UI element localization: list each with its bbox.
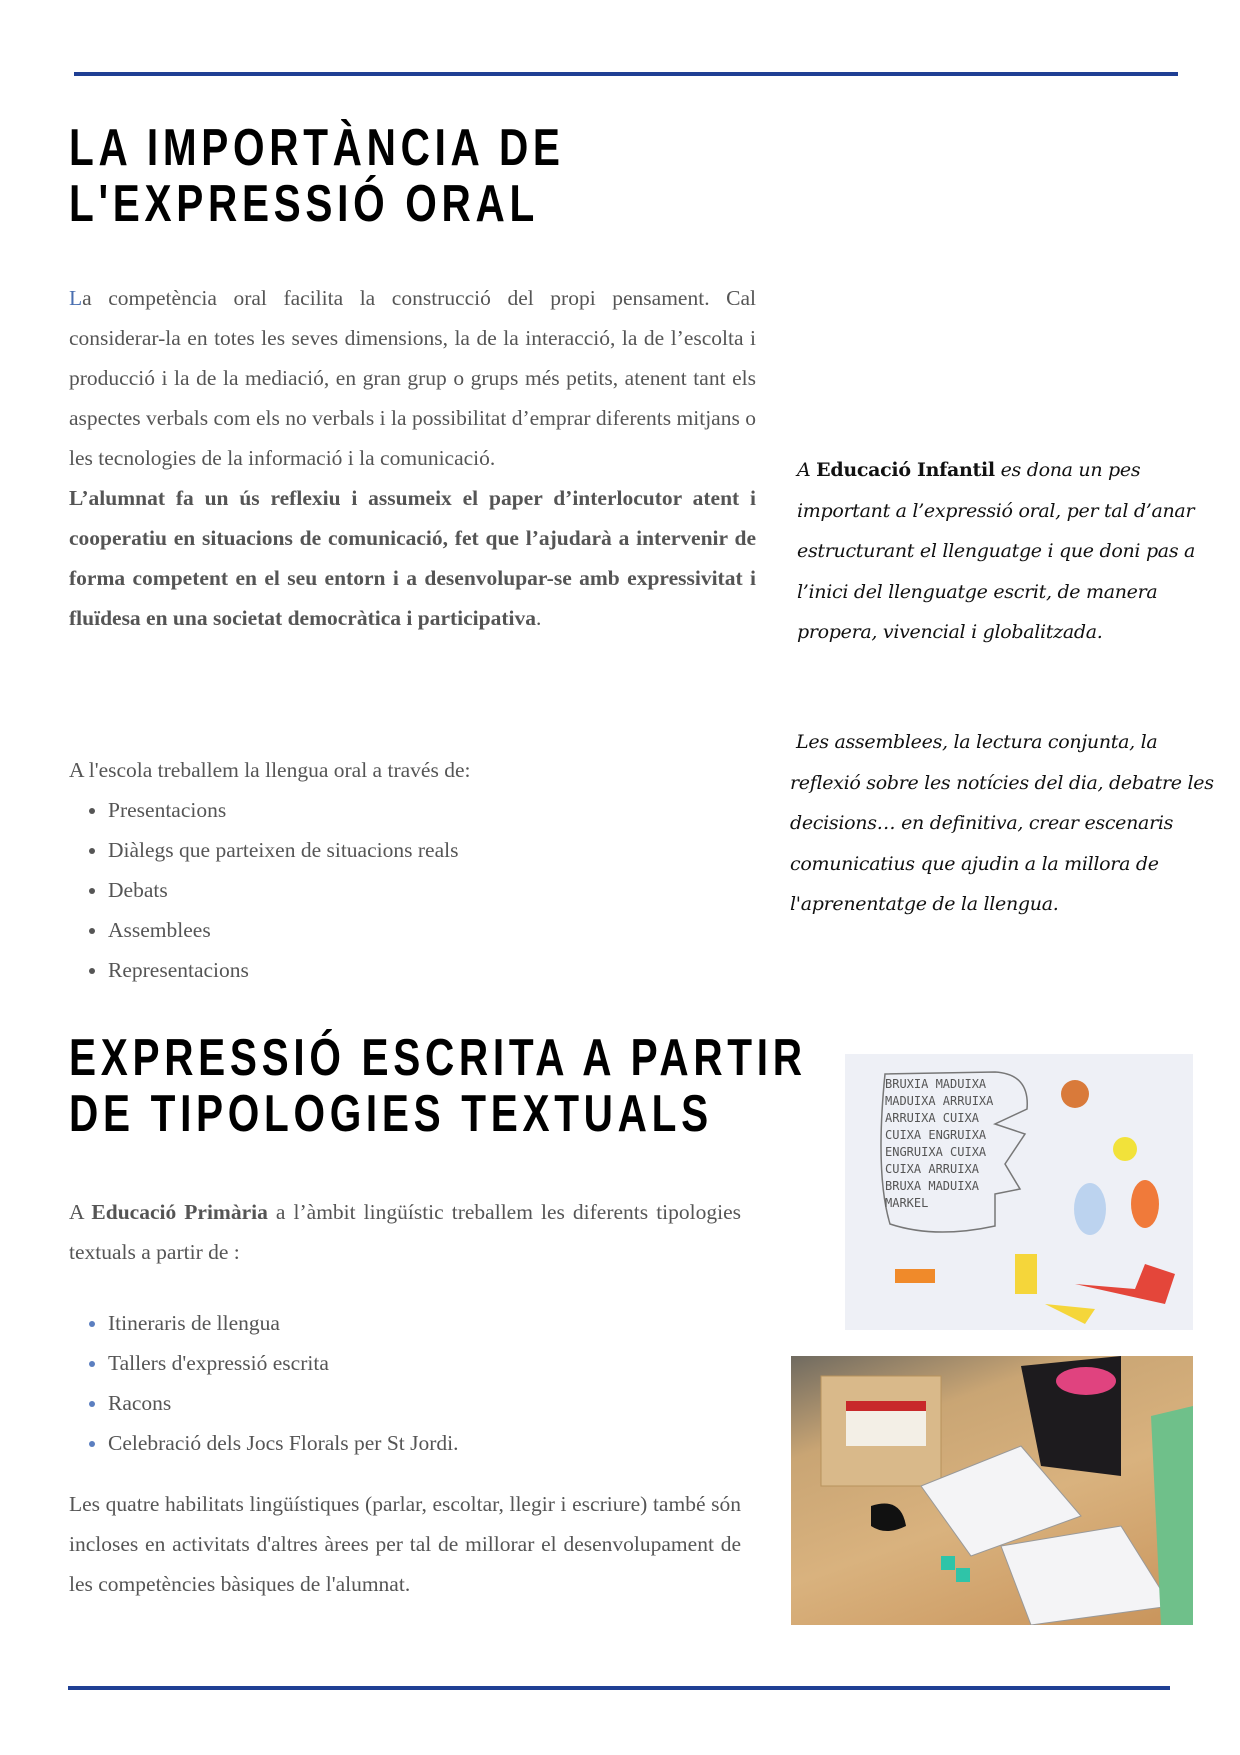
list-item: • Celebració dels Jocs Florals per St Jordi. [108,1423,459,1463]
bottom-rule [68,1686,1170,1690]
oral-activities-list [70,790,458,990]
drawing-text: MARKEL [885,1196,929,1210]
drawing-text: BRUXIA MADUIXA [885,1077,987,1091]
text: A [797,459,817,481]
list-item: • Debats [108,870,458,910]
oral-list-intro: A l'escola treballem la llengua oral a través de: [69,758,471,782]
title-line: L'EXPRESSIÓ ORAL [69,175,539,233]
list-item: • Itineraris de llengua [108,1303,459,1343]
drop-letter: L [69,286,83,310]
list-item: • Presentacions [108,790,458,830]
drawing-text: BRUXA MADUIXA [885,1179,979,1193]
text: A [69,1200,92,1224]
primaria-intro [69,1192,741,1272]
text-line: Les assemblees, la lectura conjunta, la [796,731,1158,753]
section1-title [69,120,565,232]
title-line: DE TIPOLOGIES TEXTUALS [69,1085,713,1143]
text-line: important a l’expressió oral, per tal d’anar [797,499,1195,522]
list-item: • Representacions [108,950,458,990]
list-item: • Tallers d'expressió escrita [108,1343,459,1383]
top-rule [74,72,1178,76]
drawing-text: CUIXA ARRUIXA [885,1162,979,1176]
classroom-photo [791,1356,1193,1625]
drawing-text: ARRUIXA CUIXA [885,1111,979,1125]
assemblees-note [790,722,1214,925]
text-line: l’inici del llenguatge escrit, de manera [797,580,1158,603]
bold-text: Educació Infantil [816,459,995,481]
bold-text: Educació Primària [91,1200,268,1224]
paragraph-end: . [535,606,542,630]
text-line: decisions… en definitiva, crear escenaris [790,812,1174,834]
list-item: • Diàlegs que parteixen de situacions reals [108,830,458,870]
title-line: EXPRESSIÓ ESCRITA A PARTIR [69,1029,807,1087]
text-line: estructurant el llenguatge i que doni pas a [797,540,1196,562]
text: a l’àmbit lingüístic treballem les diferents tipologies textuals a partir de : [69,1200,741,1264]
text-line: propera, vivencial i globalitzada. [797,621,1103,643]
drawing-text: MADUIXA ARRUIXA [885,1094,994,1108]
text-line: reflexió sobre les notícies del dia, debatre les [790,771,1214,794]
writing-activities-list [70,1303,459,1463]
photo-illustration [791,1356,1193,1625]
child-drawing-image [845,1054,1193,1330]
drawing-text: CUIXA ENGRUIXA [885,1128,987,1142]
list-item: • Racons [108,1383,459,1423]
title-line: LA IMPORTÀNCIA DE [69,119,565,177]
infantil-note [797,450,1195,653]
text: es dona un pes [994,459,1141,481]
closing-paragraph: Les quatre habilitats lingüístiques (parlar, escoltar, llegir i escriure) també són incloses en activitats d'altres àrees per tal de millorar el desenvolupament de les competències bàsiques de l'alumnat. [69,1492,741,1596]
oral-intro-paragraph [69,278,756,638]
drawing-text: ENGRUIXA CUIXA [885,1145,987,1159]
section2-title [69,1030,807,1142]
paragraph-text: a competència oral facilita la construcció del propi pensament. Cal considerar-la en totes les seves dimensions, la de la interacció, la de l’escolta i producció i la de la mediació, en gran grup o grups més petits, atenent tant els aspectes verbals com els no verbals i la possibilitat d’emprar diferents mitjans o les tecnologies de la informació i la comunicació. [69,286,756,470]
text-line: l'aprenentatge de la llengua. [790,893,1059,915]
text-line: comunicatius que ajudin a la millora de [790,852,1159,875]
list-item: • Assemblees [108,910,458,950]
bold-paragraph: L’alumnat fa un ús reflexiu i assumeix el paper d’interlocutor atent i cooperatiu en situacions de comunicació, fet que l’ajudarà a intervenir de forma competent en el seu entorn i a desenvolupar-se amb expressivitat i fluïdesa en una societat democràtica i participativa [69,486,756,630]
